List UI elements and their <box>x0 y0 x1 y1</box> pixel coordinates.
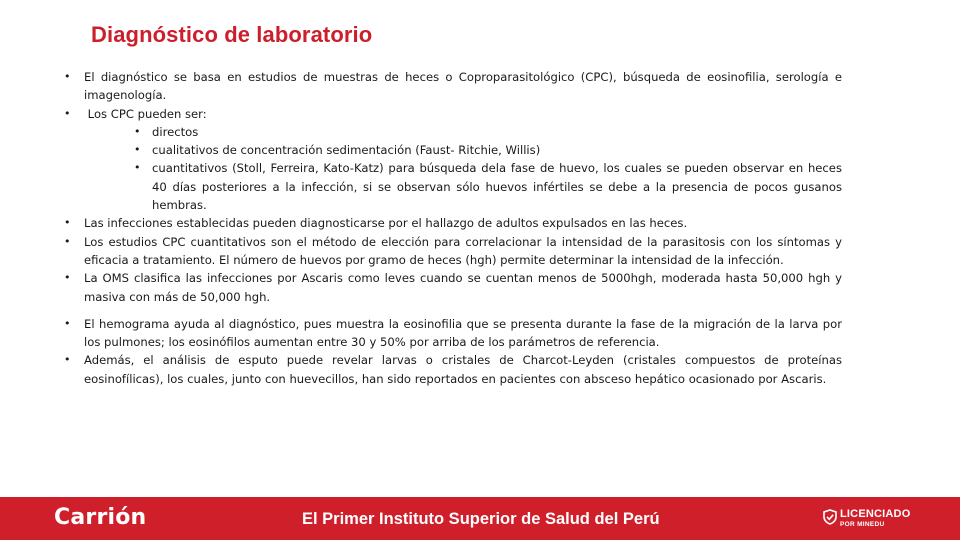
bullet-item: • El diagnóstico se basa en estudios de muestras de heces o Coproparasitológico (CPC), búsqueda de eosinofilia, serología e imagenología. <box>64 68 842 105</box>
brand-logo: Carrión <box>54 505 147 530</box>
footer-tagline: El Primer Instituto Superior de Salud del Perú <box>302 510 660 528</box>
bullet-item: • Las infecciones establecidas pueden diagnosticarse por el hallazgo de adultos expulsados en las heces. <box>64 214 842 232</box>
shield-check-icon <box>823 509 837 525</box>
slide-title: Diagnóstico de laboratorio <box>91 22 373 47</box>
sub-bullet-item: • directos <box>84 123 842 141</box>
licenciado-badge <box>823 507 933 533</box>
bullet-item: • La OMS clasifica las infecciones por Ascaris como leves cuando se cuentan menos de 5000hgh, moderada hasta 50,000 hgh y masiva con más de 50,000 hgh. <box>64 269 842 306</box>
sub-bullet-list <box>84 123 842 214</box>
slide-content <box>64 68 842 388</box>
bullet-text: Los CPC pueden ser: <box>84 106 207 121</box>
footer-bar <box>0 497 960 540</box>
bullet-item: • El hemograma ayuda al diagnóstico, pues muestra la eosinofilia que se presenta durante la fase de la migración de la larva por los pulmones; los eosinófilos aumentan entre 30 y 50% por arriba de los parámetros de referencia. <box>64 315 842 352</box>
bullet-item: • Además, el análisis de esputo puede revelar larvas o cristales de Charcot-Leyden (cristales compuestos de proteínas eosinofílicas), los cuales, junto con huevecillos, han sido reportados en pacientes con absceso hepático ocasionado por Ascaris. <box>64 351 842 388</box>
sub-bullet-item: • cualitativos de concentración sedimentación (Faust- Ritchie, Willis) <box>84 141 842 159</box>
bullet-list <box>64 68 842 388</box>
badge-sub-text: POR MINEDU <box>840 521 885 528</box>
bullet-item <box>64 105 842 215</box>
badge-main-text: LICENCIADO <box>840 508 911 520</box>
bullet-item: • Los estudios CPC cuantitativos son el método de elección para correlacionar la intensidad de la parasitosis con los síntomas y eficacia a tratamiento. El número de huevos por gramo de heces (hgh) permite determinar la intensidad de la infección. <box>64 233 842 270</box>
sub-bullet-item: • cuantitativos (Stoll, Ferreira, Kato-Katz) para búsqueda dela fase de huevo, los cuales se pueden observar en heces 40 días posteriores a la infección, si se observan sólo huevos infértiles se debe a la presencia de pocos gusanos hembras. <box>84 159 842 214</box>
